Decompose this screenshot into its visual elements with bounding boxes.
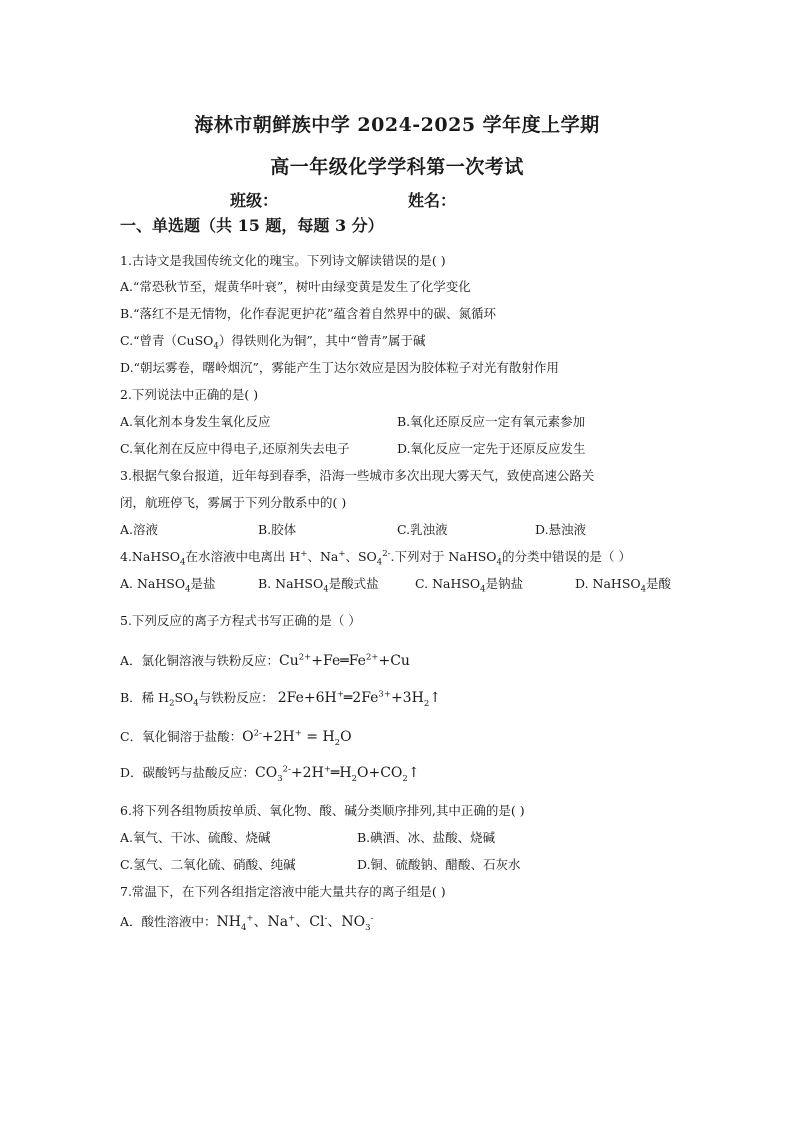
q1-stem: 1.古诗文是我国传统文化的瑰宝。下列诗文解读错误的是( )	[120, 253, 446, 268]
q4-option-b: B. NaHSO$_4$是酸式盐	[258, 576, 379, 595]
q3-option-a: A.溶液	[120, 522, 159, 537]
section-heading: 一、单选题（共 15 题，每题 3 分）	[120, 216, 384, 235]
q5-option-b: B．稀 $H_2SO_4$与铁粉反应： $2Fe+6H^+═2Fe^{3+}+3H_2↑$	[120, 689, 441, 709]
q5-option-c: C．氧化铜溶于盐酸：$O^{2-}+2H^+ = H_2O$	[120, 728, 352, 748]
q3-option-b: B.胶体	[258, 522, 297, 537]
q5-stem: 5.下列反应的离子方程式书写正确的是（ ）	[120, 613, 361, 628]
exam-subtitle: 高一年级化学学科第一次考试	[270, 156, 524, 178]
q5-d-equation: $CO_3^{2-}+2H^+═H_2O+CO_2↑$	[255, 764, 420, 784]
q5-option-d: D．碳酸钙与盐酸反应：$CO_3^{2-}+2H^+═H_2O+CO_2↑$	[120, 764, 420, 784]
q3-option-c: C.乳浊液	[397, 522, 448, 537]
exam-title: 海林市朝鲜族中学 2024-2025 学年度上学期	[194, 114, 600, 136]
q6-option-a: A.氧气、干冰、硫酸、烧碱	[120, 830, 271, 845]
q4-option-a: A. NaHSO$_4$是盐	[120, 576, 216, 595]
q7-stem: 7.常温下，在下列各组指定溶液中能大量共存的离子组是( )	[120, 884, 446, 899]
q2-option-d: D.氧化反应一定先于还原反应发生	[397, 441, 586, 456]
q1-option-d: D.“朝坛雾卷，曙岭烟沉”，雾能产生丁达尔效应是因为胶体粒子对光有散射作用	[120, 360, 559, 375]
q1-option-c: C.“曾青（CuSO$_4$）得铁则化为铜”，其中“曾青”属于碱	[120, 333, 426, 352]
q2-stem: 2.下列说法中正确的是( )	[120, 387, 259, 402]
q4-stem: 4.NaHSO$_4$在水溶液中电离出 H+、Na+、$SO_4^{2-}$.下列对于 NaHSO$_4$的分类中错误的是（ ）	[120, 548, 631, 568]
q2-option-b: B.氧化还原反应一定有氧元素参加	[397, 414, 586, 429]
q5-c-equation: $O^{2-}+2H^+ = H_2O$	[242, 728, 352, 748]
q7-a-ions: $NH_4^+$、Na+、Cl-、$NO_3^-$	[216, 913, 374, 933]
q2-option-a: A.氧化剂本身发生氧化反应	[120, 414, 271, 429]
name-label: 姓名：	[408, 191, 457, 210]
q1-option-a: A.“常恐秋节至，焜黄华叶衰”，树叶由绿变黄是发生了化学变化	[120, 279, 471, 294]
q3-option-d: D.悬浊液	[535, 522, 587, 537]
q5-b-equation: $2Fe+6H^+═2Fe^{3+}+3H_2↑$	[277, 689, 441, 709]
class-label: 班级：	[230, 191, 279, 210]
q7-option-a: A．酸性溶液中：$NH_4^+$、Na+、Cl-、$NO_3^-$	[120, 913, 374, 933]
q3-stem-line1: 3.根据气象台报道，近年每到春季，沿海一些城市多次出现大雾天气，致使高速公路关	[120, 468, 595, 483]
q6-option-d: D.铜、硫酸钠、醋酸、石灰水	[357, 857, 521, 872]
q4-option-c: C. NaHSO$_4$是钠盐	[415, 576, 524, 595]
q1-option-b: B.“落红不是无情物，化作春泥更护花”蕴含着自然界中的碳、氮循环	[120, 306, 496, 321]
q4-option-d: D. NaHSO$_4$是酸	[575, 576, 672, 595]
q5-a-equation: $Cu^{2+}+Fe═Fe^{2+}+Cu$	[279, 652, 410, 669]
q5-option-a: A．氯化铜溶液与铁粉反应：$Cu^{2+}+Fe═Fe^{2+}+Cu$	[120, 652, 410, 669]
q6-option-c: C.氢气、二氧化硫、硝酸、纯碱	[120, 857, 296, 872]
q2-option-c: C.氧化剂在反应中得电子,还原剂失去电子	[120, 441, 350, 456]
q6-option-b: B.碘酒、冰、盐酸、烧碱	[357, 830, 496, 845]
q3-stem-line2: 闭，航班停飞，雾属于下列分散系中的( )	[120, 495, 347, 510]
q6-stem: 6.将下列各组物质按单质、氧化物、酸、碱分类顺序排列,其中正确的是( )	[120, 803, 525, 818]
